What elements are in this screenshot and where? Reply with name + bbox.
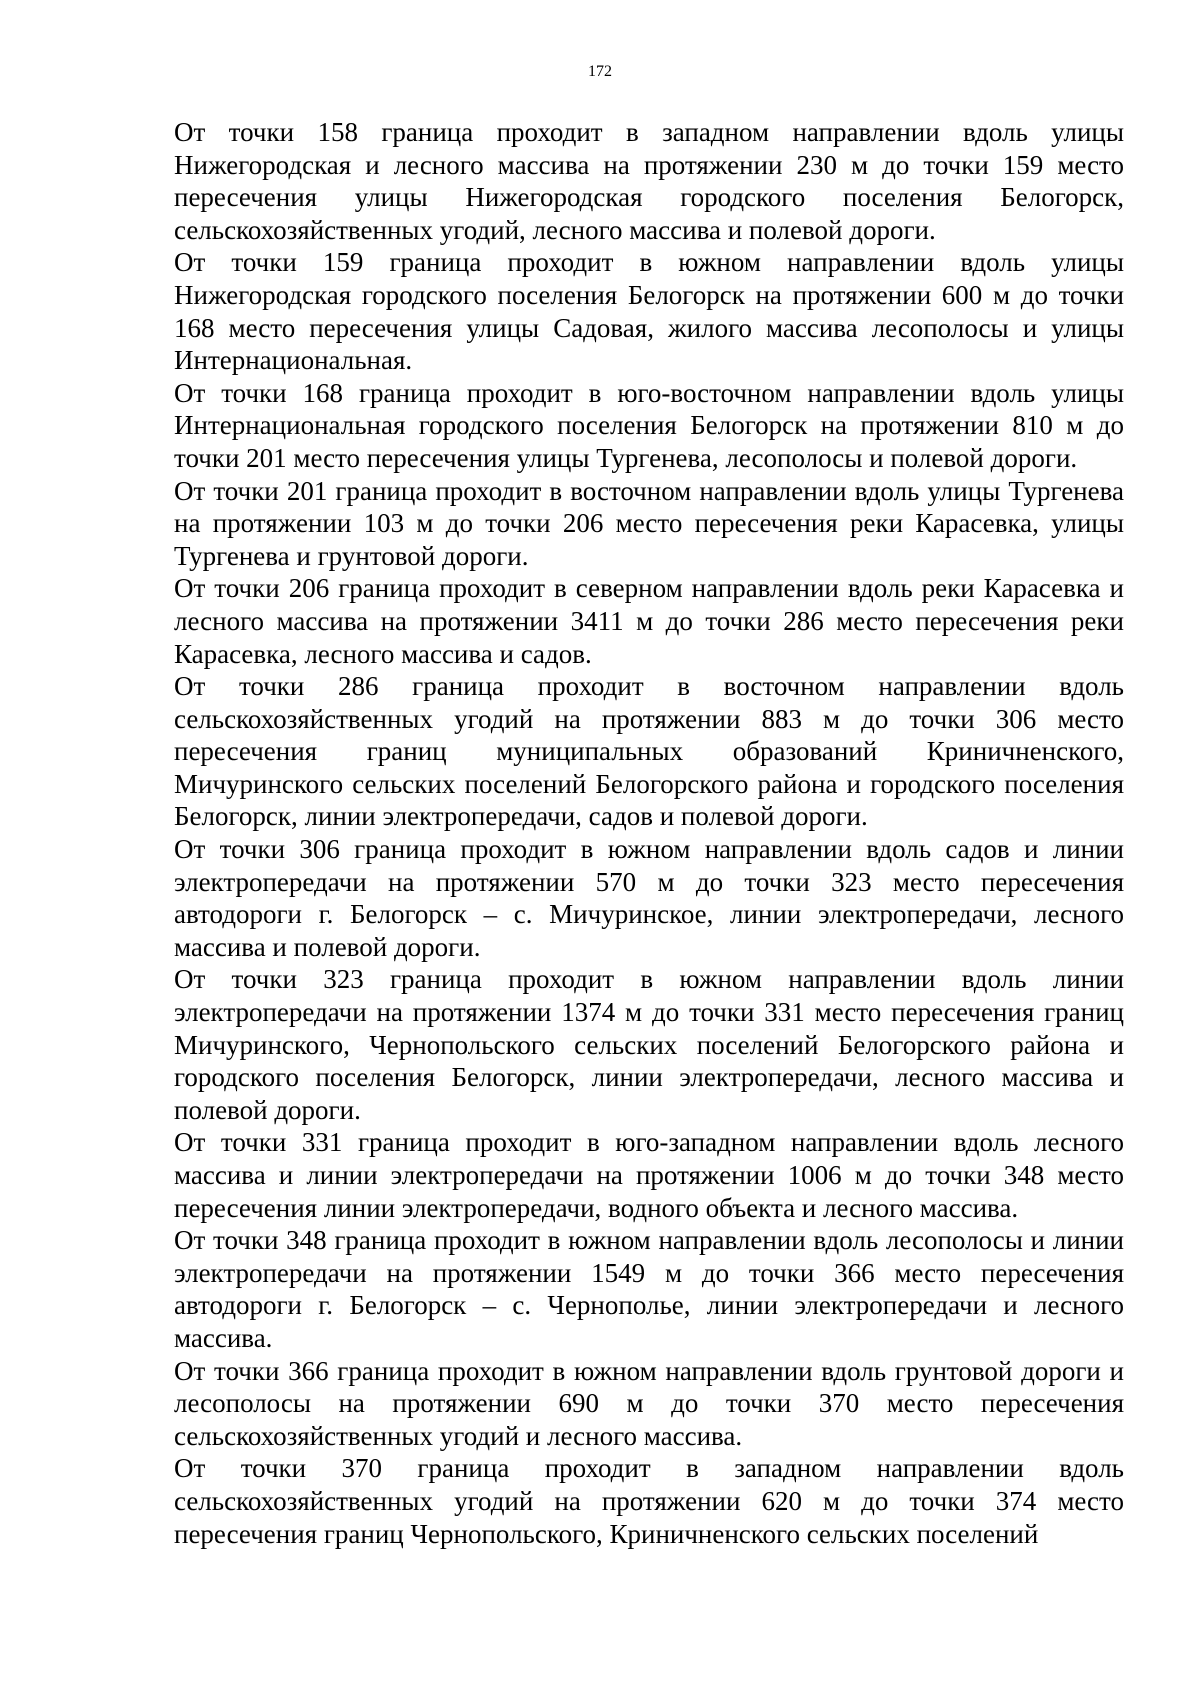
paragraph: От точки 348 граница проходит в южном направлении вдоль лесополосы и линии электропередачи на протяжении 1549 м до точки 366 место пересечения автодороги г. Белогорск – с. Чернополье, линии электропередачи и лесного массива. — [174, 1225, 1124, 1353]
paragraph: От точки 331 граница проходит в юго-западном направлении вдоль лесного массива и линии электропередачи на протяжении 1006 м до точки 348 место пересечения линии электропередачи, водного объекта и лесного массива. — [174, 1127, 1124, 1223]
paragraph: От точки 159 граница проходит в южном направлении вдоль улицы Нижегородская городского поселения Белогорск на протяжении 600 м до точки 168 место пересечения улицы Садовая, жилого массива лесополосы и улицы Интернациональная. — [174, 247, 1124, 376]
paragraph: От точки 158 граница проходит в западном направлении вдоль улицы Нижегородская и лесного массива на протяжении 230 м до точки 159 место пересечения улицы Нижегородская городского поселения Белогорск, сельскохозяйственных угодий, лесного массива и полевой дороги. — [174, 117, 1124, 245]
document-body — [174, 116, 1124, 1550]
page-number: 172 — [588, 63, 612, 80]
paragraph: От точки 286 граница проходит в восточном направлении вдоль сельскохозяйственных угодий на протяжении 883 м до точки 306 место пересечения границ муниципальных образований Криничненского, Мичуринского сельских поселений Белогорского района и городского поселения Белогорск, линии электропередачи, садов и полевой дороги. — [174, 671, 1124, 832]
paragraph: От точки 201 граница проходит в восточном направлении вдоль улицы Тургенева на протяжении 103 м до точки 206 место пересечения реки Карасевка, улицы Тургенева и грунтовой дороги. — [174, 475, 1124, 571]
paragraph: От точки 306 граница проходит в южном направлении вдоль садов и линии электропередачи на протяжении 570 м до точки 323 место пересечения автодороги г. Белогорск – с. Мичуринское, линии электропередачи, лесного массива и полевой дороги. — [174, 834, 1124, 962]
paragraph: От точки 370 граница проходит в западном направлении вдоль сельскохозяйственных угодий на протяжении 620 м до точки 374 место пересечения границ Чернопольского, Криничненского сельских поселений — [174, 1453, 1124, 1549]
paragraph: От точки 206 граница проходит в северном направлении вдоль реки Карасевка и лесного массива на протяжении 3411 м до точки 286 место пересечения реки Карасевка, лесного массива и садов. — [174, 573, 1124, 669]
paragraph: От точки 366 граница проходит в южном направлении вдоль грунтовой дороги и лесополосы на протяжении 690 м до точки 370 место пересечения сельскохозяйственных угодий и лесного массива. — [174, 1355, 1124, 1451]
paragraph: От точки 168 граница проходит в юго-восточном направлении вдоль улицы Интернациональная городского поселения Белогорск на протяжении 810 м до точки 201 место пересечения улицы Тургенева, лесополосы и полевой дороги. — [174, 377, 1124, 473]
paragraph: От точки 323 граница проходит в южном направлении вдоль линии электропередачи на протяжении 1374 м до точки 331 место пересечения границ Мичуринского, Чернопольского сельских поселений Белогорского района и городского поселения Белогорск, линии электропередачи, лесного массива и полевой дороги. — [174, 964, 1124, 1125]
